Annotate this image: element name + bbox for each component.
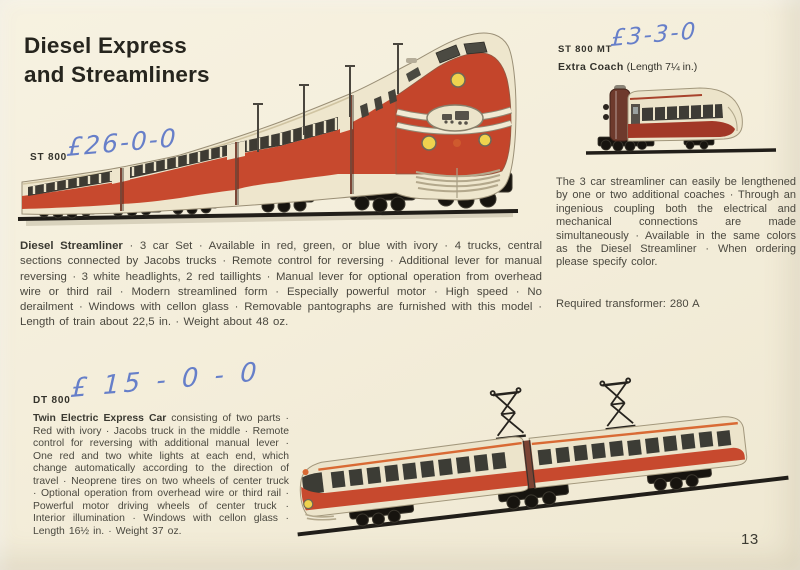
title-line2: and Streamliners [24, 62, 210, 88]
description-dt800: Twin Electric Express Car consisting of two parts · Red with ivory · Jacobs truck in the middle · Remote control for reversing with additional manual lever · One red and two white lights at each end, which change automatically according to the direction of travel · Neoprene tires on two wheels of center truck · Optional operation from overhead wire or third rail · Powerful motor driving wheels of center truck · Interior illumination · Windows with cellon glass · Length 16½ in. · Weight 37 oz. [33, 413, 289, 537]
product-code-st800: ST 800 [30, 152, 68, 163]
twin-electric-illustration [293, 347, 798, 565]
windshield-right [464, 42, 487, 54]
pantograph-icon [600, 378, 635, 429]
red-band [628, 121, 735, 138]
description-st800: Diesel Streamliner · 3 car Set · Available in red, green, or blue with ivory · 4 trucks, central sections connected by Jacobs trucks · Remote control for reversing · Additional lever for manual reversing · 3 white headlights, 2 red taillights · Manual lever for optional operation from overhead wire or third rail · Modern streamlined form · Especially powerful motor · High speed · No derailment · Windows with cellon glass · Removable pantographs are furnished with this model · Length of train about 22,5 in. · Weight about 48 oz. [20, 240, 542, 329]
coach-diaphragm [603, 85, 630, 141]
transformer-note: Required transformer: 280 A [556, 298, 700, 310]
extra-coach-name: Extra Coach (Length 7¼ in.) [558, 61, 698, 73]
headlight [303, 499, 313, 509]
door-window [633, 107, 638, 114]
handwritten-price-dt800: £ 15 - 0 - 0 [70, 357, 262, 404]
product-code-dt800: DT 800 [33, 395, 71, 406]
track-rail [586, 150, 776, 153]
page-title [24, 31, 210, 90]
twin-electric-unit [293, 358, 788, 534]
headlight-left [422, 136, 436, 150]
roof-vent [406, 58, 417, 63]
description-st800mt: The 3 car streamliner can easily be lengthened by one or two additional coaches · Through an ingenious coupling both the electrical and mechanical connections are made simultaneously · Available in the same colors as the Diesel Streamliner · When ordering please specify color. [556, 176, 796, 269]
description-lead: Twin Electric Express Car [33, 413, 167, 424]
headlight-top [451, 73, 465, 87]
pantograph-icon [491, 388, 526, 439]
marker-light [453, 139, 461, 147]
title-line1: Diesel Express [24, 33, 187, 58]
product-code-st800mt: ST 800 MT [558, 44, 613, 55]
description-lead: Diesel Streamliner [20, 240, 123, 252]
handwritten-price-st800: £26-0-0 [66, 123, 179, 162]
headlight-right [479, 134, 491, 146]
extra-coach-illustration [572, 77, 782, 161]
page-number: 13 [741, 531, 759, 548]
handwritten-price-st800mt: £3-3-0 [610, 18, 698, 52]
